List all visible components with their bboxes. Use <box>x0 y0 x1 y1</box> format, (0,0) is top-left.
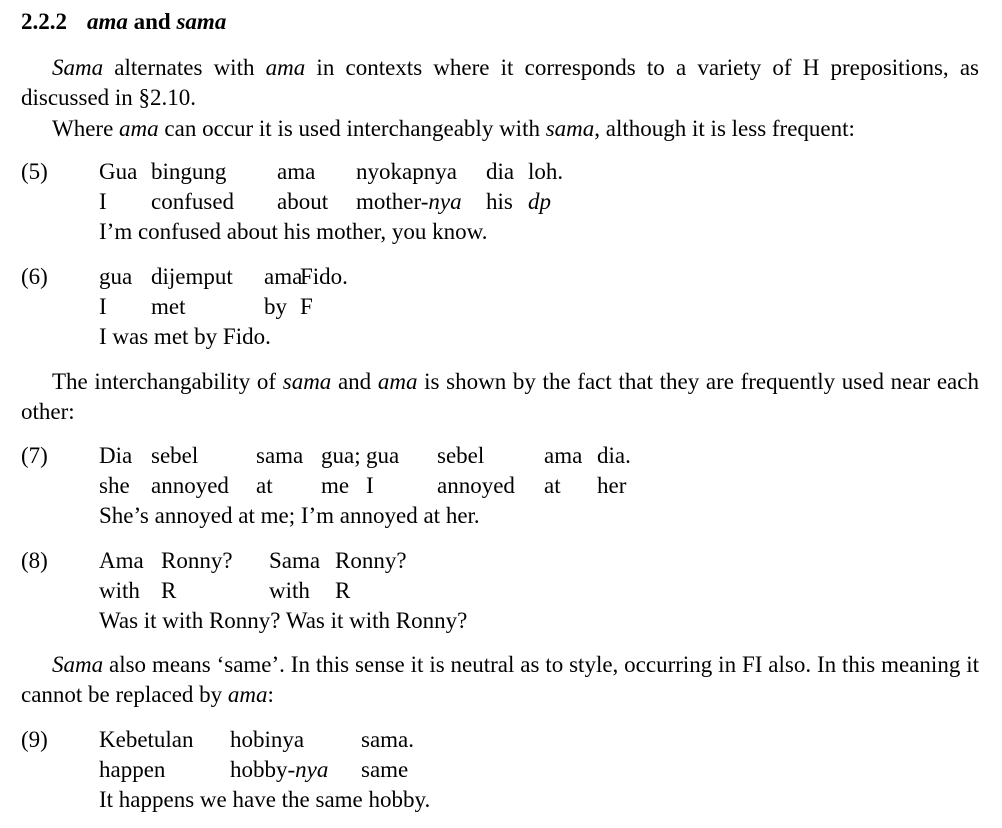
gloss-word: R <box>335 578 351 603</box>
free-translation: She’s annoyed at me; I’m annoyed at her. <box>99 503 480 528</box>
gloss-word: R <box>161 578 177 603</box>
example-9 <box>21 725 979 815</box>
source-word: ama <box>264 264 303 289</box>
source-word: Ronny? <box>335 548 407 573</box>
text-run: alternates with <box>103 55 266 80</box>
source-word: sebel <box>437 443 485 468</box>
text-run: in contexts where it corresponds to a variety of H prepositions, as discussed in §2.10. <box>21 55 979 110</box>
example-number: (9) <box>21 727 48 752</box>
italic-term: sama <box>545 116 595 141</box>
italic-term: ama <box>265 55 306 80</box>
section-number: 2.2.2 <box>21 9 67 34</box>
text-run: can occur it is used interchangeably with <box>158 116 546 141</box>
gloss-abbrev: dp <box>528 189 551 214</box>
italic-term: sama <box>282 369 332 394</box>
gloss-word: I <box>99 294 107 319</box>
source-word: gua <box>366 443 400 468</box>
gloss-word: met <box>151 294 186 319</box>
text-run: and <box>331 369 378 394</box>
gloss-suffix: nya <box>295 757 329 782</box>
gloss-word: same <box>361 757 409 782</box>
gloss-word: by <box>264 294 287 319</box>
source-word: gua <box>99 264 133 289</box>
gloss-word: with <box>99 578 140 603</box>
source-word: sama. <box>361 727 415 752</box>
gloss-word: at <box>256 473 273 498</box>
example-8 <box>21 546 979 636</box>
example-number: (6) <box>21 264 48 289</box>
source-word: sama <box>256 443 304 468</box>
source-word: Kebetulan <box>99 727 194 752</box>
gloss-word: she <box>99 473 130 498</box>
source-word: dijemput <box>151 264 233 289</box>
gloss-word: about <box>277 189 329 214</box>
source-word: nyokapnya <box>356 159 457 184</box>
italic-term: ama <box>119 116 159 141</box>
paragraph <box>21 367 979 427</box>
source-word: loh. <box>528 159 564 184</box>
gloss-word: annoyed <box>151 473 229 498</box>
gloss-word: with <box>269 578 310 603</box>
paragraph <box>21 114 979 144</box>
gloss-word: at <box>544 473 561 498</box>
source-word: Ronny? <box>161 548 233 573</box>
italic-term: ama <box>377 369 418 394</box>
section-heading <box>21 7 226 37</box>
source-word: dia. <box>597 443 631 468</box>
gloss-word: his <box>486 189 513 214</box>
source-word: dia <box>486 159 515 184</box>
gloss-word: F <box>300 294 313 319</box>
source-word: Ama <box>99 548 144 573</box>
source-word: gua; <box>321 443 361 468</box>
gloss-word: me <box>321 473 350 498</box>
source-word: Gua <box>99 159 138 184</box>
gloss-word <box>356 187 462 217</box>
text-run: , although it is less frequent: <box>594 116 855 141</box>
italic-term: Sama <box>52 652 104 677</box>
italic-term: Sama <box>52 55 104 80</box>
free-translation: It happens we have the same hobby. <box>99 787 431 812</box>
italic-term: ama <box>227 682 268 707</box>
gloss-word: happen <box>99 757 166 782</box>
text-run: : <box>267 682 274 707</box>
gloss-stem: mother- <box>356 189 429 214</box>
text-run: The interchangability of <box>52 369 283 394</box>
gloss-word: I <box>99 189 107 214</box>
gloss-word: I <box>366 473 374 498</box>
section-title-word: ama <box>87 9 128 34</box>
source-word: Dia <box>99 443 133 468</box>
source-word: Fido. <box>300 264 348 289</box>
source-word: Sama <box>269 548 321 573</box>
example-number: (7) <box>21 443 48 468</box>
source-word: sebel <box>151 443 199 468</box>
gloss-word: confused <box>151 189 235 214</box>
free-translation: Was it with Ronny? Was it with Ronny? <box>99 608 468 633</box>
example-number: (5) <box>21 159 48 184</box>
source-word: hobinya <box>230 727 305 752</box>
gloss-word <box>528 187 551 217</box>
section-title-word: sama <box>176 9 227 34</box>
example-7 <box>21 441 979 531</box>
source-word: ama <box>277 159 316 184</box>
example-5 <box>21 157 979 247</box>
source-word: ama <box>544 443 583 468</box>
example-6 <box>21 262 979 352</box>
gloss-suffix: nya <box>428 189 462 214</box>
gloss-stem: hobby- <box>230 757 296 782</box>
source-word: bingung <box>151 159 227 184</box>
paragraph <box>21 53 979 113</box>
paragraph <box>21 650 979 710</box>
gloss-word: her <box>597 473 627 498</box>
section-title-word: and <box>133 9 171 34</box>
text-run: Where <box>52 116 120 141</box>
text-run: is shown by the fact that they are frequently used near each other: <box>21 369 979 424</box>
free-translation: I was met by Fido. <box>99 324 271 349</box>
free-translation: I’m confused about his mother, you know. <box>99 219 488 244</box>
gloss-word <box>230 755 328 785</box>
gloss-word: annoyed <box>437 473 515 498</box>
text-run: also means ‘same’. In this sense it is neutral as to style, occurring in FI also. In this meaning it cannot be replaced by <box>21 652 979 707</box>
example-number: (8) <box>21 548 48 573</box>
